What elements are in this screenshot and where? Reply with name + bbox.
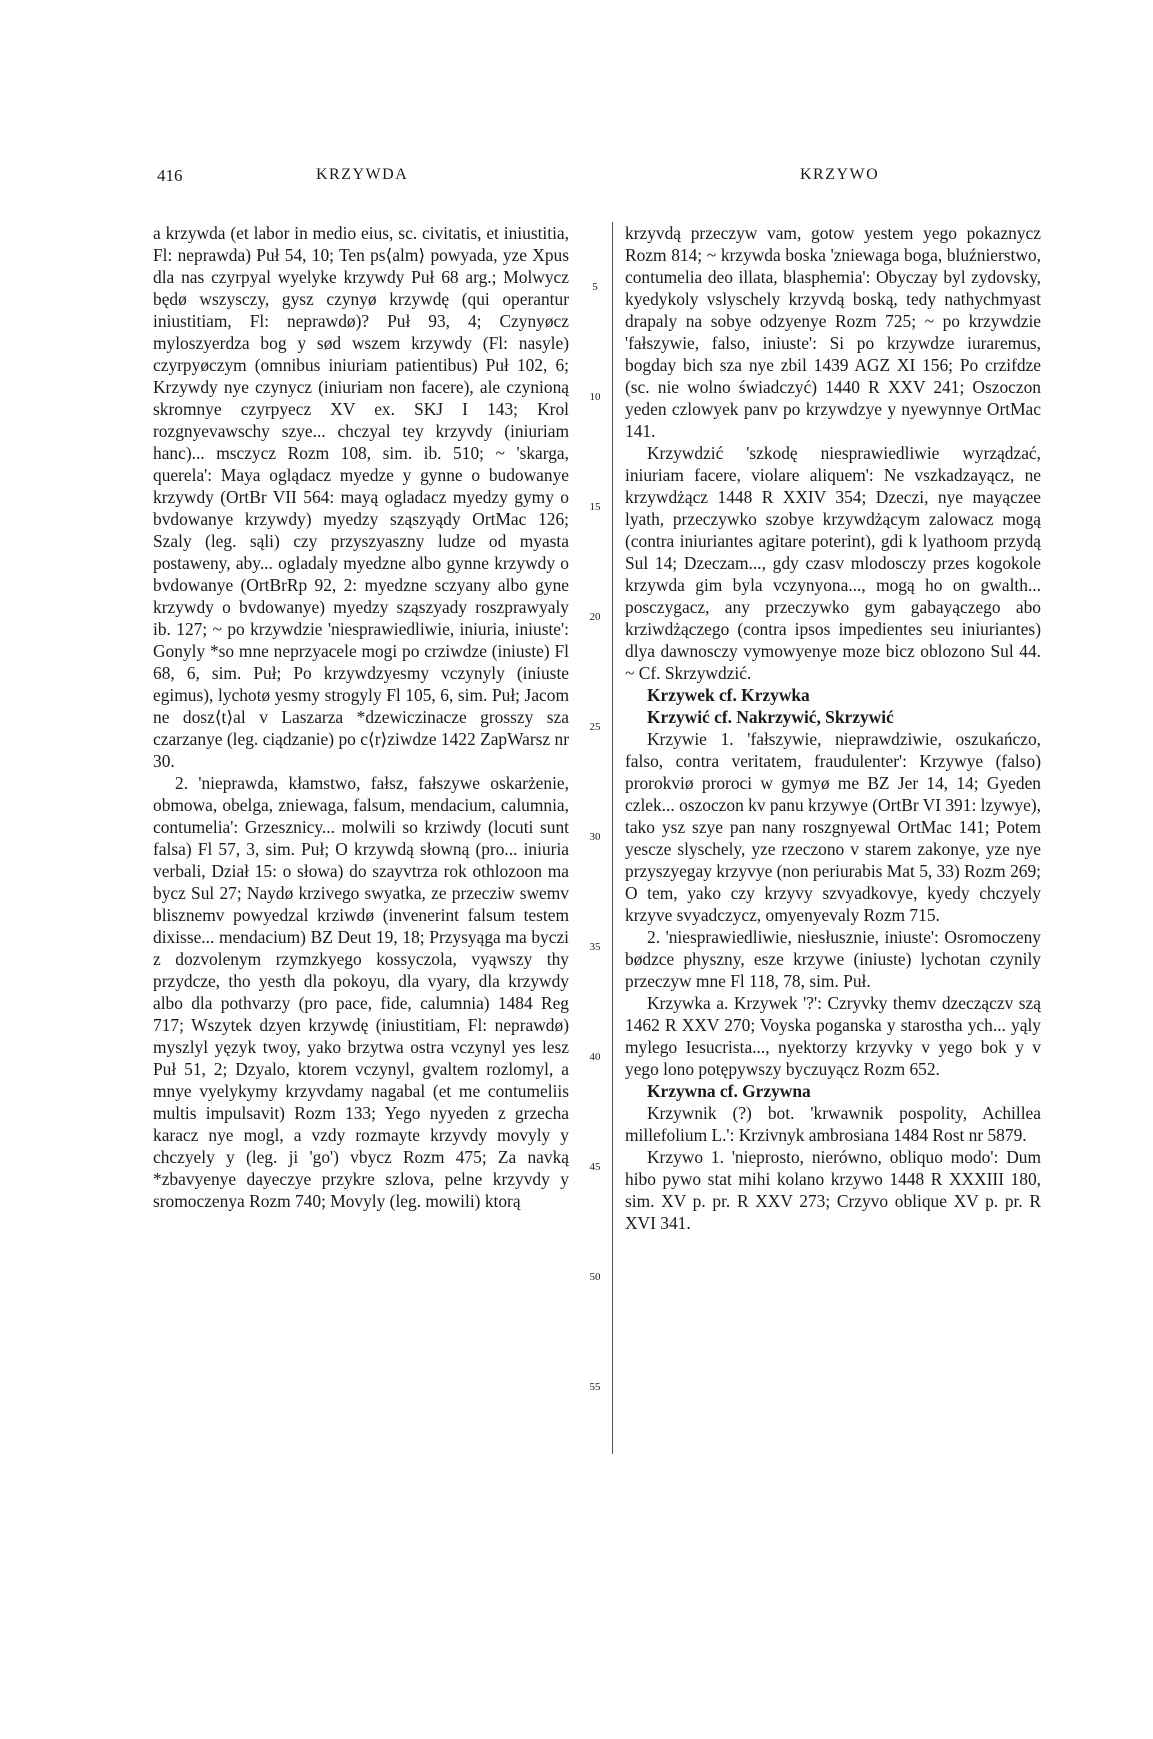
entry-krzywdzic: Krzywdzić 'szkodę niesprawiedliwie wyrządzać, iniuriam facere, violare aliquem': Ne vszkadzayącz, ne krzywdżącz 1448 R XXIV 354; Dzeczi, nye mayączee lyath, przeczywko szobye krzywdżącym zalowacz mogą (contra iniuriantes agitare poterint), gdi k lyathoom przydą Sul 14; Dzeczam..., gdy czasv mlodosczy przes kogokole krzywda gim byla vczynyona..., mogą ho on gwalth... posczygacz, any przeczywko gym gabayączego abo krziwdżączego (contra ipsos impedientes seu iniuriantes) dlya dawnosczy vymowyenye moze bicz oblozono Sul 44. ~ Cf. Skrzywdzić. (625, 443, 1041, 683)
line-number: 10 (589, 391, 601, 403)
line-number: 40 (589, 1051, 601, 1063)
entry-krzywie-sense-2: 2. 'niesprawiedliwie, niesłusznie, iniuste': Osromoczeny bødzce physzny, esze krzywe (iniuste) lychotan czynily przeczyw mne Fl 118, 78, sim. Puł. (625, 927, 1041, 991)
left-running-head: KRZYWDA (316, 166, 409, 183)
running-header (0, 166, 1153, 188)
line-number: 5 (592, 281, 598, 293)
entry-krzywie: Krzywie 1. 'fałszywie, nieprawdziwie, oszukańczo, falso, contra veritatem, fraudulenter': Krzywye (falso) prorokviø proroci w gymyø me BZ Jer 14, 14; Gyeden czlek... oszoczon kv panu krzywye (OrtBr VI 391: lzywye), tako ysz szye pan nany roszgnyewal OrtMac 141; Potem yescze slyschely, yze rzeczono v starem zakonye, yze nye przyszyegay krzyvye (non periurabis Mat 5, 33) Rozm 269; O tem, yako czy krzyvy szvyadkovye, kyedy chczyely krzyve svyadczycz, omyenyevaly Rozm 715. (625, 729, 1041, 925)
line-number: 20 (589, 611, 601, 623)
right-running-head: KRZYWO (800, 166, 880, 183)
left-column (153, 222, 569, 1212)
page-number: 416 (157, 166, 183, 185)
column-rule (612, 222, 613, 1454)
entry-krzywo: Krzywo 1. 'nieprosto, nierówno, obliquo modo': Dum hibo pywo stat mihi kolano krzywo 1448 R XXXIII 180, sim. XV p. pr. R XXV 273; Crzyvo oblique XV p. pr. R XVI 341. (625, 1147, 1041, 1233)
entry-krzywic: Krzywić cf. Nakrzywić, Skrzywić (647, 707, 894, 727)
line-number: 15 (589, 501, 601, 513)
line-number: 45 (589, 1161, 601, 1173)
entry-krzywna: Krzywna cf. Grzywna (647, 1081, 811, 1101)
line-number: 30 (589, 831, 601, 843)
entry-krzywek: Krzywek cf. Krzywka (647, 685, 810, 705)
line-number: 50 (589, 1271, 601, 1283)
line-number: 35 (589, 941, 601, 953)
line-number: 25 (589, 721, 601, 733)
entry-sense-2: 2. 'nieprawda, kłamstwo, fałsz, fałszywe oskarżenie, obmowa, obelga, zniewaga, falsum, mendacium, calumnia, contumelia': Grzesznicy... molwili so krziwdy (locuti sunt falsa) Fl 57, 3, sim. Puł; O krzywdą słowną (pro... iniuria verbali, Dział 15: o słowa) do szayvtrza rok othlozoon ma bycz Sul 27; Naydø krzivego swyatka, ze przecziw swemv blisznemv powyedzal krziwdø (invenerint falsum testem dixisse... mendacium) BZ Deut 19, 18; Przysyąga ma byczi z dozvolenym rzymzkyego kossyczola, vyąwszy thy przydcze, tho yesth dla pokoyu, dla vyary, dla krzywdy albo dla pothvarzy (pro pace, fide, calumnia) 1484 Reg 717; Wszytek dzyen krzywdę (iniustitiam, Fl: neprawdø) myszlyl yęzyk twoy, yako brzytwa ostra vczynyl yes lesz Puł 51, 2; Dzyalo, ktorem vczynyl, gvaltem rozlomyl, a mnye vyelykymy krzyvdamy nagabal (et me contumeliis multis impulsavit) Rozm 133; Yego nyyeden z grzecha karacz nye mogl, a vzdy rozmayte krzyvdy movyly y chczyely y (leg. ji 'go') vbycz Rozm 475; Za navką *zbavyenye dayeczye przykre szlova, pelne krzyvdy y sromoczenya Rozm 740; Movyly (leg. mowili) ktorą (153, 773, 569, 1211)
line-number: 55 (589, 1381, 601, 1393)
entry-continuation: krzyvdą przeczyw vam, gotow yestem yego pokaznycz Rozm 814; ~ krzywda boska 'zniewaga boga, bluźnierstwo, contumelia deo illata, blasphemia': Obyczay byl zydovsky, kyedykoly vslyschely krzyvdą boską, tedy nathychmyast drapaly na sobye odzyenye Rozm 725; ~ po krzywdzie 'fałszywie, falso, iniuste': Si po krzywdze iuraremus, bogday bich sza nye zbil 1439 AGZ XI 156; Po crzifdze (sc. nie wolno świadczyć) 1440 R XXV 241; Oszoczon yeden czlowyek panv po krzywdzye y nyewynnye OrtMac 141. (625, 223, 1041, 441)
right-column (625, 222, 1041, 1234)
entry-krzywka: Krzywka a. Krzywek '?': Czryvky themv dzeczączv szą 1462 R XXV 270; Voyska poganska y starostha ych... yąly mylego Iesucrista..., nyektorzy krzyvky v yego bok y v yego lono potępywszy byczuyącz Rozm 652. (625, 993, 1041, 1079)
entry-paragraph: a krzywda (et labor in medio eius, sc. civitatis, et iniustitia, Fl: neprawda) Puł 54, 10; Ten ps⟨alm⟩ powyada, yze Xpus dla nas czyrpyal wyelyke krzywdy Puł 68 arg.; Molwycz będø wszysczy, gysz czynyø krzywdę (qui operantur iniustitiam, Fl: neprawdø)? Puł 93, 4; Czynyøcz myloszyerdza bog y sød wszem krzywdy (Fl: nasyle) czyrpyøczym (omnibus iniuriam patientibus) Puł 102, 6; Krzywdy nye czynycz (iniuriam non facere), ale czynioną skromnye czyrpyecz XV ex. SKJ I 143; Krol rozgnyevawschy szye... chczyal tey krzyvdy (iniuriam hanc)... msczycz Rozm 108, sim. ib. 510; ~ 'skarga, querela': Maya oglądacz myedze y gynne o budowanye krzywdy (OrtBr VII 564: mayą ogladacz myedzy gymy o bvdowanye krzywdy) myedzy sząszyądy OrtMac 126; Szaly (leg. sąli) czy przyszyaszny ludze od myasta postaweny, aby... ogladaly myedzne albo gynne krzywdy o bvdowanye (OrtBrRp 92, 2: myedzne sczyany albo gyne krzywdy o bvdowanye) myedzy sząszyady roszprawyaly ib. 127; ~ po krzywdzie 'niesprawiedliwie, iniuria, iniuste': Gonyly *so mne neprzyacele mogi po crziwdze (iniuste) Fl 68, 6, sim. Puł; Po krzywdzyesmy vczynyly (iniuste egimus), lychotø yesmy strogyly Fl 105, 6, sim. Puł; Jacom ne dosz⟨t⟩al v Laszarza *dzewiczinacze grosszy sza czarzanye (leg. ciądzanie) po c⟨r⟩ziwdze 1422 ZapWarsz nr 30. (153, 223, 569, 771)
entry-krzywnik: Krzywnik (?) bot. 'krwawnik pospolity, Achillea millefolium L.': Krzivnyk ambrosiana 1484 Rost nr 5879. (625, 1103, 1041, 1145)
